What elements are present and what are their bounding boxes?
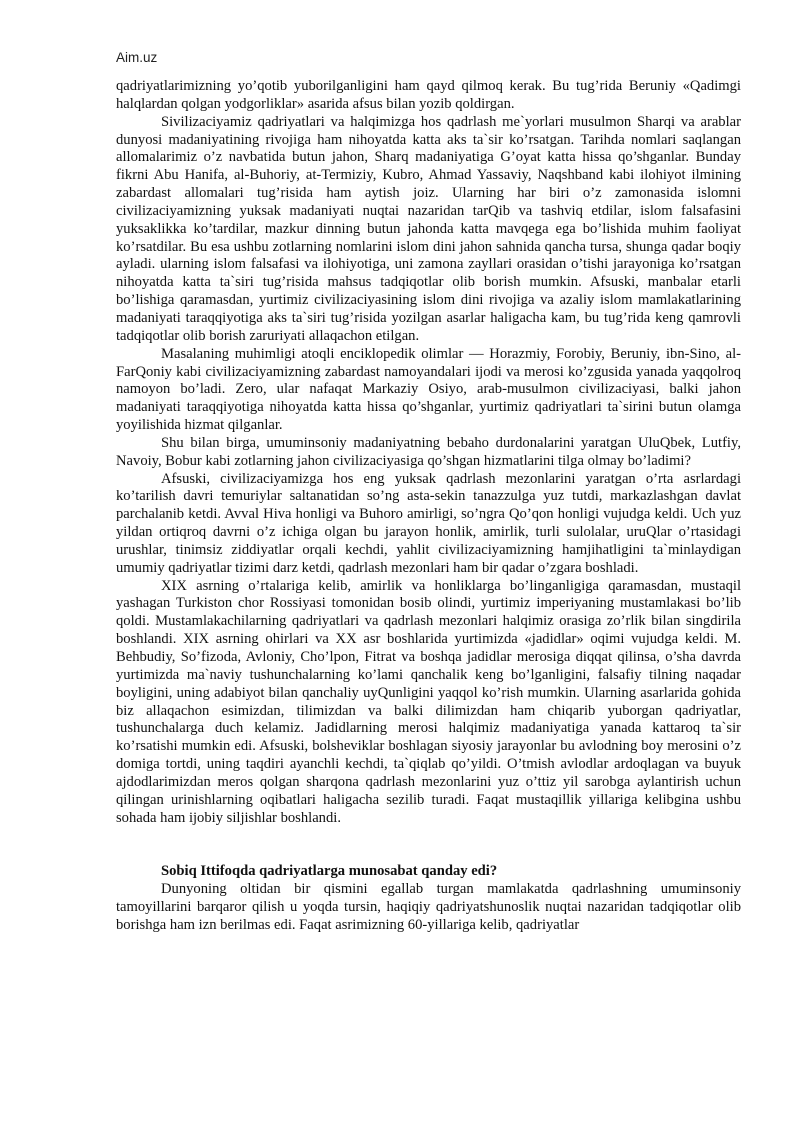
paragraph: Masalaning muhimligi atoqli enciklopedik olimlar — Horazmiy, Forobiy, Beruniy, ibn-Sino, al-FarQoniy kabi civilizaciyamizning zabardast namoyandalari ijodi va merosi ko’zgusida yanada yaqqolroq namoyon bo’ladi. Zero, ular nafaqat Markaziy Osiyo, arab-musulmon civilizaciyasi, balki jahon madaniyati taraqqiyotiga nihoyatda katta hissa qo’shganlar, yurtimiz qadriyatlari ta`sirini butun olamga yoyilishida hizmat qilganlar. bbox=[116, 345, 741, 434]
document-body bbox=[116, 78, 741, 935]
section-heading: Sobiq Ittifoqda qadriyatlarga munosabat qanday edi? bbox=[161, 863, 498, 880]
paragraph: Shu bilan birga, umuminsoniy madaniyatning bebaho durdonalarini yaratgan UluQbek, Lutfiy, Navoiy, Bobur kabi zotlarning jahon civilizaciyasiga qo’shgan hizmatlarini tilga olmay bo’ladimi? bbox=[116, 434, 741, 469]
paragraph: XIX asrning o’rtalariga kelib, amirlik va honliklarga bo’linganligiga qaramasdan, mustaqil yashagan Turkiston chor Rossiyasi tomonidan bosib olindi, yurtimiz imperiyaning mustamlakasi bo’lib qoldi. Mustamlakachilarning qadriyatlari va qadrlash mezonlari halqimiz orasiga zo’rlik bilan singdirila boshlandi. XIX asrning ohirlari va XX asr boshlarida yurtimizda «jadidlar» oqimi vujudga keldi. M. Behbudiy, So’fizoda, Avloniy, Cho’lpon, Fitrat va boshqa jadidlar merosiga diqqat qilinsa, o’sha davrda yurtimizda ma`naviy tushunchalarning ko’lami qanchalik keng bo’lganligini, falsafiy tilning naqadar boyligini, uning adabiyot bilan qanchaliy uyQunligini yaqqol ko’rish mumkin. Ularning asarlarida gohida biz allaqachon esimizdan, tilimizdan va balki dilimizdan ham chiqarib yuborgan qadriyatlar, tushunchalarga duch kelamiz. Jadidlarning merosi halqimiz madaniyatiga yanada kattaroq ta`sir ko’rsatishi mumkin edi. Afsuski, bolsheviklar boshlagan siyosiy jarayonlar bu avlodning boy merosini o’z domiga tortdi, uning taqdiri ayanchli kechdi, ta`qiqlab qo’yildi. O’tmish avlodlar ardoqlagan va buyuk ajdodlarimizdan meros qolgan sharqona qadrlash mezonlarini yuz o’ttiz yil sarobga aylantirish uchun qilingan urinishlarning oqibatlari haligacha sezilib turadi. Faqat mustaqillik yillariga kelibgina ushbu sohada ham ijobiy siljishlar boshlandi. bbox=[116, 577, 741, 826]
paragraph: qadriyatlarimizning yo’qotib yuborilganligini ham qayd qilmoq kerak. Bu tug’rida Beruniy «Qadimgi halqlardan qolgan yodgorliklar» asarida afsus bilan yozib qoldirgan. bbox=[116, 78, 741, 112]
site-label: Aim.uz bbox=[116, 50, 158, 65]
paragraph: Afsuski, civilizaciyamizga hos eng yuksak qadrlash mezonlarini yaratgan o’rta asrlardagi ko’tarilish davri temuriylar saltanatidan so’ng asta-sekin tanazzulga yuz tutdi, markazlashgan davlat parchalanib ketdi. Avval Hiva honligi va Buhoro amirligi, so’ngra Qo’qon honligi vujudga keldi. Uch yuz yildan ortiqroq davrni o’z ichiga olgan bu jarayon honlik, amirlik, turli sulolalar, uruQlar o’rtasidagi urushlar, tinimsiz ziddiyatlar orqali kechdi, yahlit civilizaciyamizning hamjihatligini ta`minlaydigan umumiy qadriyatlar tizimi darz ketdi, qadrlash mezonlari ham bir qadar o’zgara boshladi. bbox=[116, 470, 741, 576]
paragraph: Dunyoning oltidan bir qismini egallab turgan mamlakatda qadrlashning umuminsoniy tamoyillarini barqaror qilish u yoqda tursin, haqiqiy qadriyatshunoslik nuqtai nazaridan tadqiqotlar olib borishga ham izn berilmas edi. Faqat asrimizning 60-yillariga kelib, qadriyatlar bbox=[116, 881, 741, 933]
paragraph: Sivilizaciyamiz qadriyatlari va halqimizga hos qadrlash me`yorlari musulmon Sharqi va arablar dunyosi madaniyatining rivojiga ham nihoyatda katta aks ta`sir ko’rsatgan. Tarihda nomlari saqlangan allomalarimiz o’z navbatida butun jahon, Sharq madaniyatiga G’oyat katta hissa qo’shganlar. Bunday fikrni Abu Hanifa, al-Buhoriy, at-Termiziy, Kubro, Ahmad Yassaviy, Naqshband kabi ilohiyot ilmining zabardast allomalari tug’risida ham aytish joiz. Ularning har biri o’z zamonasida islomni civilizaciyamizning yuksak madaniyati nuqtai nazaridan tarQib va tashviq etdilar, islom falsafasini yuksaklikka ko’tardilar, mazkur dinning butun jahonda katta mavqega ega bo’lishida muhim faoliyat ko’rsatdilar. Bu esa ushbu zotlarning nomlarini islom dini jahon sahnida qancha tursa, shunga qadar boqiy ayladi. ularning islom falsafasi va ilohiyotiga, uni zamona zayllari orasidan o’tishi jarayoniga ko’rsatgan nihoyatda katta ta`siri tug’risida mahsus tadqiqotlar olib borish mumkin. Afsuski, manbalar etarli bo’lishiga qaramasdan, yurtimiz civilizaciyasining islom dini rivojiga va azaliy islom mamlakatlarining madaniyati taraqqiyotiga aks ta`siri tug’risida yozilgan asarlar haligacha kam, bu tug’rida keng qamrovli tadqiqotlar olib borish zaruriyati allaqachon etilgan. bbox=[116, 113, 741, 344]
section-spacer bbox=[116, 827, 741, 863]
